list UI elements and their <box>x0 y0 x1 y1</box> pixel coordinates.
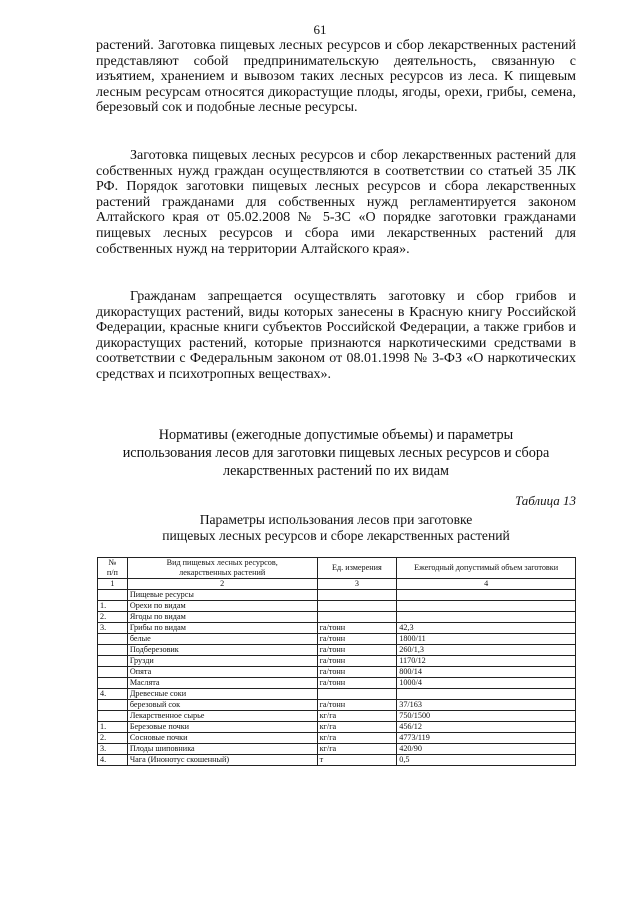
table-caption <box>96 512 576 544</box>
row-name-cell: Грибы по видам <box>127 623 317 634</box>
row-name-cell: Березовые почки <box>127 722 317 733</box>
section-title <box>96 426 576 480</box>
row-value-cell: 1800/11 <box>397 634 576 645</box>
header-type-line-1: Вид пищевых лесных ресурсов, <box>166 558 278 567</box>
paragraph-1: растений. Заготовка пищевых лесных ресурсов и сбор лекарственных растений представляют собой предпринимательскую деятельность, связанную с изъятием, хранением и вывозом таких лесных ресурсов из леса. К пищевым лесным ресурсам относятся дикорастущие плоды, ягоды, орехи, грибы, семена, березовый сок и подобные лесные ресурсы. <box>96 38 576 116</box>
row-name-cell: Пищевые ресурсы <box>127 590 317 601</box>
row-value-cell <box>397 612 576 623</box>
row-unit-cell: га/тонн <box>317 623 397 634</box>
row-value-cell <box>397 590 576 601</box>
row-num-cell: 1. <box>98 601 128 612</box>
row-num-cell <box>98 700 128 711</box>
row-value-cell: 456/12 <box>397 722 576 733</box>
row-unit-cell <box>317 689 397 700</box>
row-name-cell: Маслята <box>127 678 317 689</box>
table-body <box>98 590 576 766</box>
row-unit-cell: кг/га <box>317 711 397 722</box>
section-title-line-2: использования лесов для заготовки пищевых лесных ресурсов и сбора <box>122 445 550 461</box>
row-unit-cell: т <box>317 755 397 766</box>
table-row <box>98 722 576 733</box>
row-num-cell: 3. <box>98 744 128 755</box>
row-unit-cell <box>317 590 397 601</box>
column-number: 3 <box>317 579 397 590</box>
row-num-cell <box>98 590 128 601</box>
row-unit-cell: кг/га <box>317 722 397 733</box>
row-value-cell: 37/163 <box>397 700 576 711</box>
row-unit-cell: га/тонн <box>317 656 397 667</box>
paragraph-2: Заготовка пищевых лесных ресурсов и сбор лекарственных растений для собственных нужд граждан осуществляются в соответствии со статьей 35 ЛК РФ. Порядок заготовки пищевых лесных ресурсов и сбора лекарственных растений гражданами для собственных нужд регламентируется законом Алтайского края от 05.02.2008 № 5-ЗС «О порядке заготовки гражданами пищевых лесных ресурсов и сбора ими лекарственных растений для собственных нужд на территории Алтайского края». <box>96 148 576 257</box>
row-unit-cell: кг/га <box>317 733 397 744</box>
row-value-cell: 4773/119 <box>397 733 576 744</box>
table-row <box>98 623 576 634</box>
row-num-cell <box>98 656 128 667</box>
row-name-cell: Опята <box>127 667 317 678</box>
row-num-cell <box>98 678 128 689</box>
row-num-cell: 4. <box>98 755 128 766</box>
row-value-cell: 260/1,3 <box>397 645 576 656</box>
section-title-line-1: Нормативы (ежегодные допустимые объемы) и параметры <box>158 427 514 443</box>
row-value-cell: 800/14 <box>397 667 576 678</box>
table-row <box>98 700 576 711</box>
row-num-cell: 2. <box>98 733 128 744</box>
row-name-cell: Чага (Инонотус скошенный) <box>127 755 317 766</box>
table-row <box>98 634 576 645</box>
row-num-cell: 1. <box>98 722 128 733</box>
row-name-cell: Орехи по видам <box>127 601 317 612</box>
row-unit-cell: га/тонн <box>317 700 397 711</box>
column-number: 2 <box>127 579 317 590</box>
parameters-table <box>97 557 576 766</box>
table-row <box>98 656 576 667</box>
row-unit-cell: га/тонн <box>317 634 397 645</box>
row-unit-cell: кг/га <box>317 744 397 755</box>
table-row <box>98 667 576 678</box>
row-num-cell: 3. <box>98 623 128 634</box>
table-caption-line-2: пищевых лесных ресурсов и сборе лекарственных растений <box>162 528 510 543</box>
table-caption-line-1: Параметры использования лесов при заготовке <box>199 512 473 527</box>
row-value-cell: 420/90 <box>397 744 576 755</box>
table-header-row <box>98 558 576 579</box>
table-row <box>98 755 576 766</box>
section-title-line-3: лекарственных растений по их видам <box>223 463 449 479</box>
row-num-cell: 2. <box>98 612 128 623</box>
row-num-cell <box>98 711 128 722</box>
row-name-cell: Плоды шиповника <box>127 744 317 755</box>
row-value-cell: 750/1500 <box>397 711 576 722</box>
header-unit: Ед. измерения <box>317 558 397 579</box>
row-num-cell <box>98 645 128 656</box>
row-name-cell: Грузди <box>127 656 317 667</box>
column-number: 1 <box>98 579 128 590</box>
table-row <box>98 711 576 722</box>
column-number: 4 <box>397 579 576 590</box>
table-row <box>98 744 576 755</box>
row-unit-cell: га/тонн <box>317 667 397 678</box>
row-num-cell: 4. <box>98 689 128 700</box>
paragraph-3: Гражданам запрещается осуществлять заготовку и сбор грибов и дикорастущих растений, виды которых занесены в Красную книгу Российской Федерации, красные книги субъектов Российской Федерации, а также грибов и дикорастущих растений, которые признаются наркотическими средствами в соответствии с Федеральным законом от 08.01.1998 № 3-ФЗ «О наркотических средствах и психотропных веществах». <box>96 289 576 382</box>
header-type-line-2: лекарственных растений <box>179 568 266 577</box>
table-row <box>98 678 576 689</box>
row-name-cell: Ягоды по видам <box>127 612 317 623</box>
header-num <box>98 558 128 579</box>
header-type <box>127 558 317 579</box>
row-value-cell: 0,5 <box>397 755 576 766</box>
table-label: Таблица 13 <box>514 493 576 508</box>
row-unit-cell <box>317 601 397 612</box>
page-number: 61 <box>313 22 327 37</box>
row-name-cell: Сосновые почки <box>127 733 317 744</box>
header-num-line-2: п/п <box>106 568 118 577</box>
table-row <box>98 689 576 700</box>
row-num-cell <box>98 667 128 678</box>
row-unit-cell: га/тонн <box>317 645 397 656</box>
row-name-cell: белые <box>127 634 317 645</box>
row-num-cell <box>98 634 128 645</box>
table-row <box>98 733 576 744</box>
row-value-cell <box>397 689 576 700</box>
table-row <box>98 645 576 656</box>
table-row <box>98 612 576 623</box>
row-name-cell: Подберезовик <box>127 645 317 656</box>
row-name-cell: Древесные соки <box>127 689 317 700</box>
row-unit-cell <box>317 612 397 623</box>
table-row <box>98 590 576 601</box>
row-value-cell <box>397 601 576 612</box>
row-name-cell: березовый сок <box>127 700 317 711</box>
row-unit-cell: га/тонн <box>317 678 397 689</box>
header-num-line-1: № <box>108 558 117 567</box>
row-name-cell: Лекарственное сырье <box>127 711 317 722</box>
row-value-cell: 1000/4 <box>397 678 576 689</box>
table-row <box>98 601 576 612</box>
row-value-cell: 42,3 <box>397 623 576 634</box>
row-value-cell: 1170/12 <box>397 656 576 667</box>
header-volume: Ежегодный допустимый объем заготовки <box>397 558 576 579</box>
column-number-row <box>98 579 576 590</box>
